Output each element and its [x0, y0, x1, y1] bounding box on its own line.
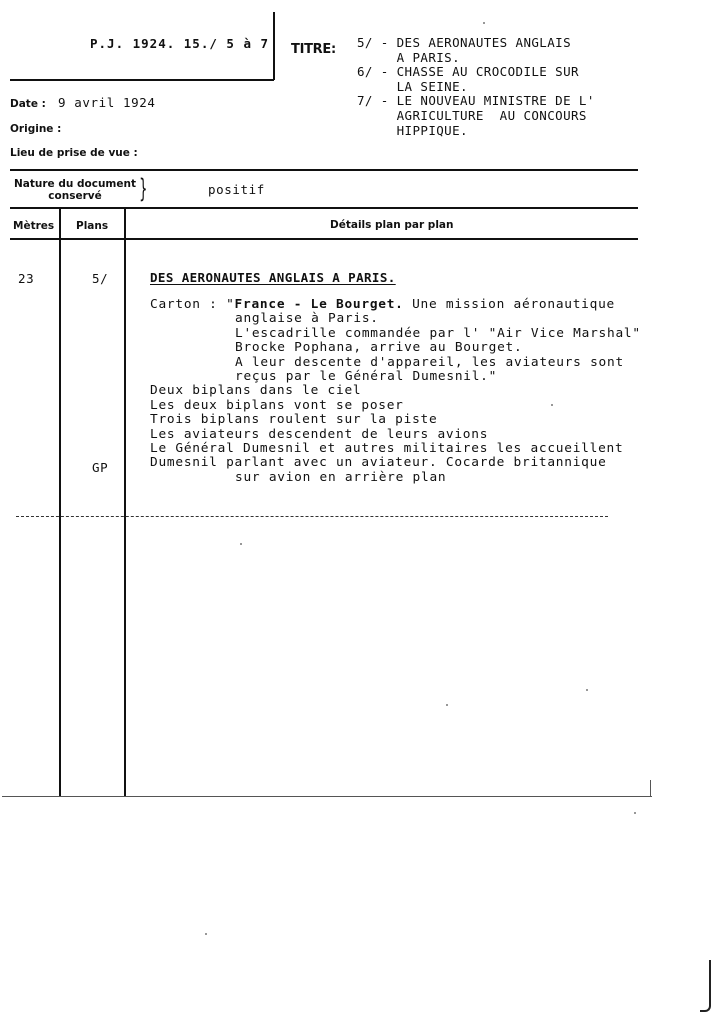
date-label: Date : [10, 98, 46, 110]
scan-speck [446, 704, 448, 706]
nature-label [14, 178, 136, 202]
section-end-dashed-rule [16, 516, 608, 517]
shot-line: Les aviateurs descendent de leurs avions [150, 426, 489, 442]
carton-continuation: reçus par le Général Dumesnil." [235, 369, 498, 385]
section-title: DES AERONAUTES ANGLAIS A PARIS. [150, 270, 396, 285]
entry-metres: 23 [18, 271, 35, 286]
page-corner-edge [700, 960, 711, 1012]
column-header-metres: Mètres [13, 220, 55, 232]
carton-continuation: L'escadrille commandée par l' "Air Vice Marshal" [235, 325, 641, 341]
scan-speck [634, 812, 636, 814]
shot-continuation: sur avion en arrière plan [235, 469, 447, 485]
shot-line: Deux biplans dans le ciel [150, 383, 362, 399]
titre-line: 5/ - DES AERONAUTES ANGLAIS [357, 35, 571, 50]
titre-line: 7/ - LE NOUVEAU MINISTRE DE L' [357, 93, 595, 109]
nature-label-line1: Nature du document [14, 178, 136, 190]
origine-label: Origine : [10, 123, 62, 135]
titre-block [357, 36, 595, 138]
scan-speck [205, 933, 207, 935]
shot-line: Les deux biplans vont se poser [150, 397, 404, 413]
header-underline [10, 79, 274, 81]
header-vertical-rule [273, 12, 275, 80]
bottom-edge-rule [2, 796, 652, 797]
carton-prefix: Carton : " [150, 297, 235, 312]
shot-line: Dumesnil parlant avec un aviateur. Cocarde britannique [150, 455, 607, 471]
carton-continuation: anglaise à Paris. [235, 311, 379, 327]
scan-speck [551, 404, 553, 406]
column-divider-2 [124, 209, 126, 797]
entry-plan: 5/ [92, 271, 109, 286]
details-block [150, 298, 641, 485]
right-edge-mark [650, 780, 651, 796]
shot-line: Le Général Dumesnil et autres militaires les accueillent [150, 441, 624, 457]
lieu-label: Lieu de prise de vue : [10, 147, 138, 159]
nature-label-line2: conservé [48, 190, 102, 202]
titre-line: A PARIS. [357, 49, 461, 65]
shot-line: Trois biplans roulent sur la piste [150, 412, 438, 428]
entry-plan-gp: GP [92, 460, 109, 475]
carton-continuation: A leur descente d'appareil, les aviateurs sont [235, 354, 624, 370]
titre-line: HIPPIQUE. [357, 122, 468, 138]
nature-top-rule [10, 169, 638, 171]
titre-line: AGRICULTURE AU CONCOURS [357, 107, 587, 123]
nature-brace: } [139, 174, 148, 204]
column-header-plans: Plans [76, 220, 109, 232]
carton-rest: Une mission aéronautique [403, 297, 616, 312]
carton-line [150, 298, 641, 312]
reference-number: P.J. 1924. 15./ 5 à 7 [90, 36, 270, 51]
date-value: 9 avril 1924 [58, 95, 156, 110]
column-divider-1 [59, 209, 61, 797]
header-row-rule [10, 238, 638, 240]
nature-bottom-rule [10, 207, 638, 209]
scan-speck [240, 543, 242, 545]
column-header-details: Détails plan par plan [330, 219, 454, 231]
scan-speck [483, 22, 485, 24]
carton-continuation: Brocke Pophana, arrive au Bourget. [235, 340, 523, 356]
scan-speck [586, 689, 588, 691]
titre-line: 6/ - CHASSE AU CROCODILE SUR [357, 64, 579, 80]
titre-line: LA SEINE. [357, 78, 468, 94]
titre-label: TITRE: [291, 42, 336, 57]
nature-value: positif [208, 182, 265, 197]
carton-bold: France - Le Bourget. [234, 297, 404, 312]
